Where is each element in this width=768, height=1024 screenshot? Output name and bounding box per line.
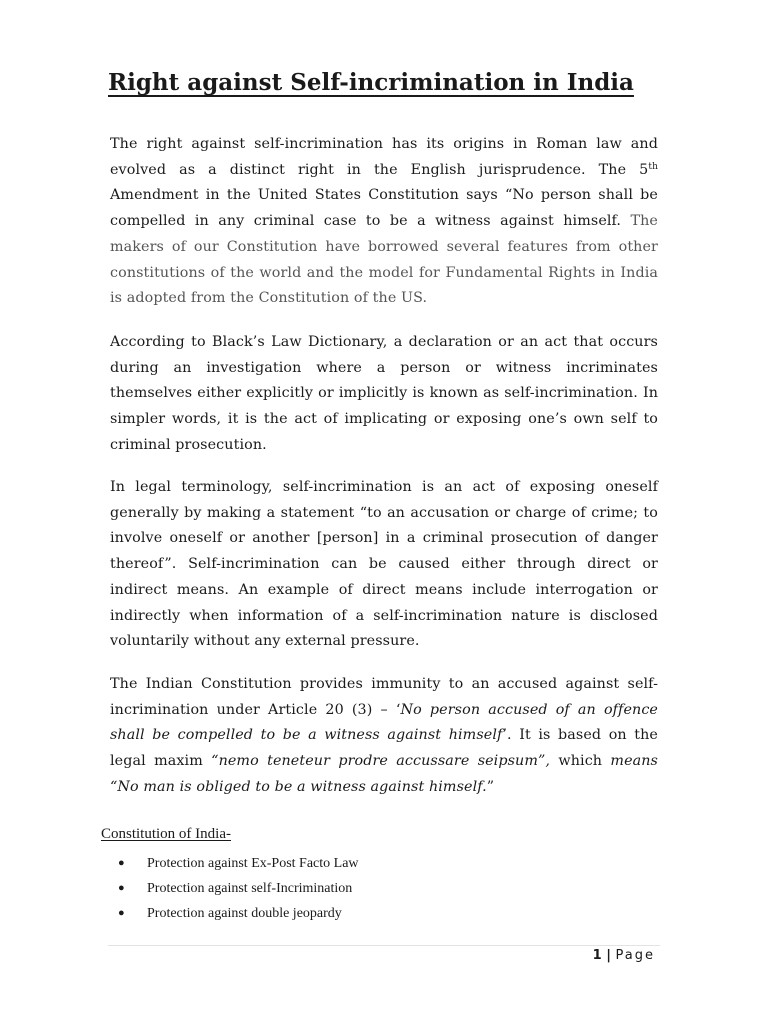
paragraph-text: ’. It is based on the legal maxim bbox=[110, 727, 658, 770]
paragraph-origins bbox=[110, 132, 658, 312]
page-number: 1 bbox=[592, 948, 602, 963]
paragraph-text: Amendment in the United States Constitution says “No person shall be compelled in any criminal case to be a witness against himself. bbox=[110, 187, 658, 230]
list-item bbox=[118, 851, 359, 876]
bullet-icon: ● bbox=[118, 882, 125, 894]
page-footer bbox=[593, 946, 655, 966]
legal-maxim: “nemo teneteur prodre accussare seipsum”, bbox=[211, 753, 551, 770]
list-item bbox=[118, 901, 359, 926]
page-label: Page bbox=[615, 948, 655, 963]
list-item bbox=[118, 876, 359, 901]
maxim-translation: means “No man is obliged to be a witness against himself. bbox=[110, 753, 658, 795]
page-title: Right against Self-incrimination in India bbox=[108, 69, 634, 96]
section-heading: Constitution of India- bbox=[101, 826, 231, 842]
list-item-text: Protection against double jeopardy bbox=[147, 906, 342, 921]
paragraph-definition: According to Black’s Law Dictionary, a declaration or an act that occurs during an investigation where a person or witness incriminates themselves either explicitly or implicitly is known as self-incrimination. In simpler words, it is the act of implicating or exposing one’s own self to criminal prosecution. bbox=[110, 334, 658, 453]
list-item-text: Protection against Ex-Post Facto Law bbox=[147, 856, 359, 871]
bullet-icon: ● bbox=[118, 907, 125, 919]
quote-italic: No person accused of an offence shall be compelled to be a witness against himself bbox=[110, 701, 658, 744]
paragraph-text: The Indian Constitution provides immunity to an accused against self-incrimination under Article 20 (3) – ‘ bbox=[110, 676, 658, 718]
paragraph-text: The right against self-incrimination has its origins in Roman law and evolved as a distinct right in the English jurisprudence. The 5 bbox=[110, 136, 658, 178]
protections-list bbox=[118, 851, 359, 926]
paragraph-article-20 bbox=[110, 672, 658, 801]
footer-divider bbox=[108, 945, 660, 946]
list-item-text: Protection against self-Incrimination bbox=[147, 881, 353, 896]
superscript: th bbox=[648, 161, 658, 172]
paragraph-terminology: In legal terminology, self-incrimination is an act of exposing oneself generally by making a statement “to an accusation or charge of crime; to involve oneself or another [person] in a criminal prosecution of danger thereof”. Self-incrimination can be caused either through direct or indirect means. An example of direct means include interrogation or indirectly when information of a self-incrimination nature is disclosed voluntarily without any external pressure. bbox=[110, 479, 658, 650]
paragraph-text: which bbox=[550, 753, 611, 770]
paragraph-text: ” bbox=[486, 778, 495, 795]
footer-separator: | bbox=[601, 948, 616, 963]
paragraph-text: The makers of our Constitution have borrowed several features from other constitutions of the world and the model for Fundamental Rights in India is adopted from the Constitution of the US. bbox=[110, 213, 658, 307]
bullet-icon: ● bbox=[118, 857, 125, 869]
